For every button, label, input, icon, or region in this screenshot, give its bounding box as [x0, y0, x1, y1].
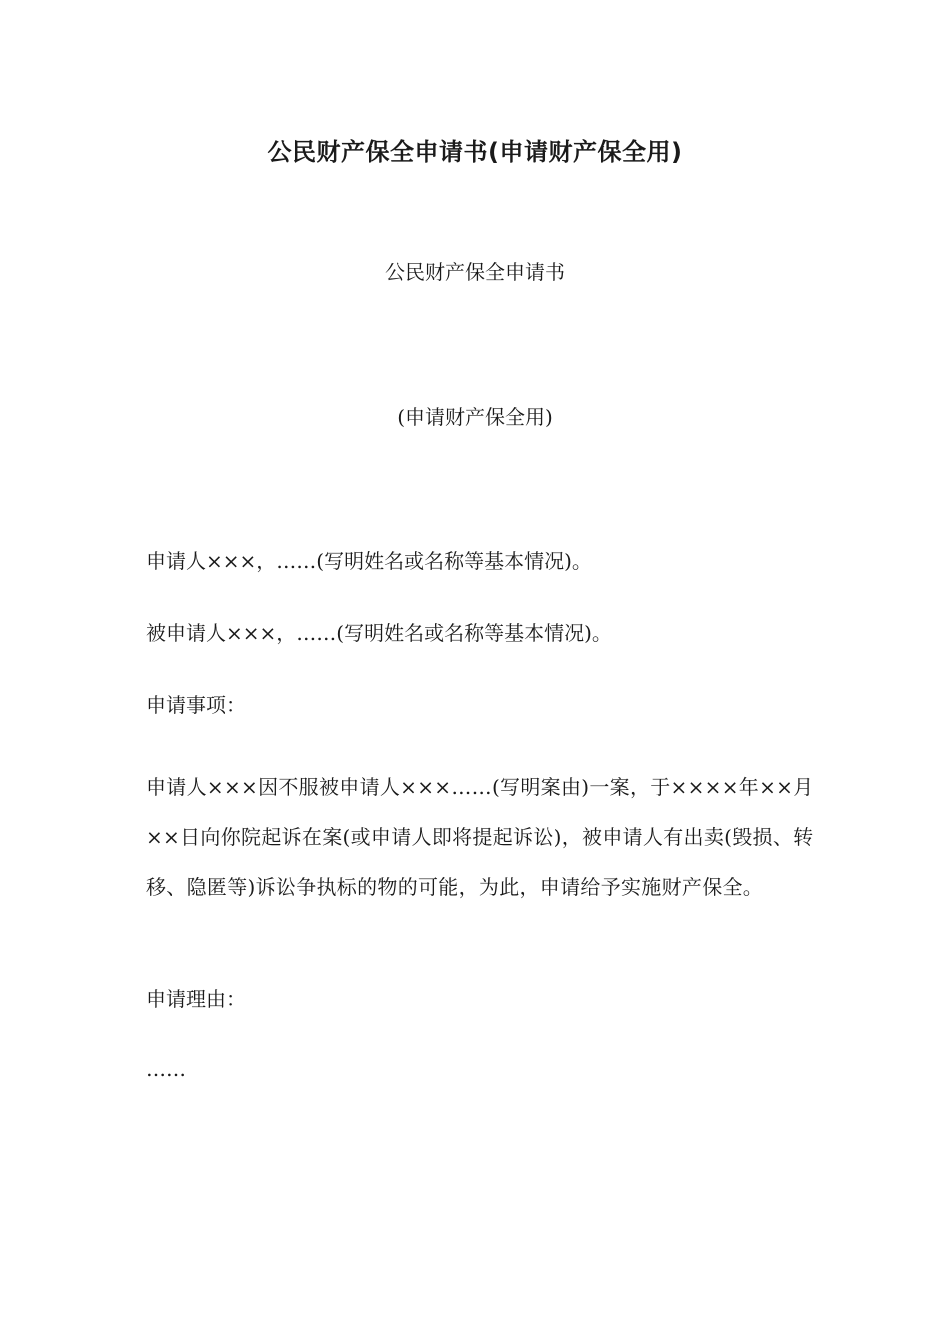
items-heading: 申请事项： — [146, 693, 246, 717]
document-title: 公民财产保全申请书(申请财产保全用) — [267, 138, 683, 166]
usage-note: (申请财产保全用) — [397, 405, 553, 429]
document-subtitle: 公民财产保全申请书 — [385, 260, 565, 284]
applicant-line: 申请人×××，……(写明姓名或名称等基本情况)。 — [146, 549, 592, 573]
respondent-line: 被申请人×××，……(写明姓名或名称等基本情况)。 — [146, 621, 612, 645]
reasons-body: …… — [146, 1057, 186, 1081]
reasons-heading: 申请理由： — [146, 987, 246, 1011]
items-body: 申请人×××因不服被申请人×××……(写明案由)一案，于××××年××月××日向你院起诉在案(或申请人即将提起诉讼)，被申请人有出卖(毁损、转移、隐匿等)诉讼争执标的物的可能，为此，申请给予实施财产保全。 — [146, 775, 814, 899]
